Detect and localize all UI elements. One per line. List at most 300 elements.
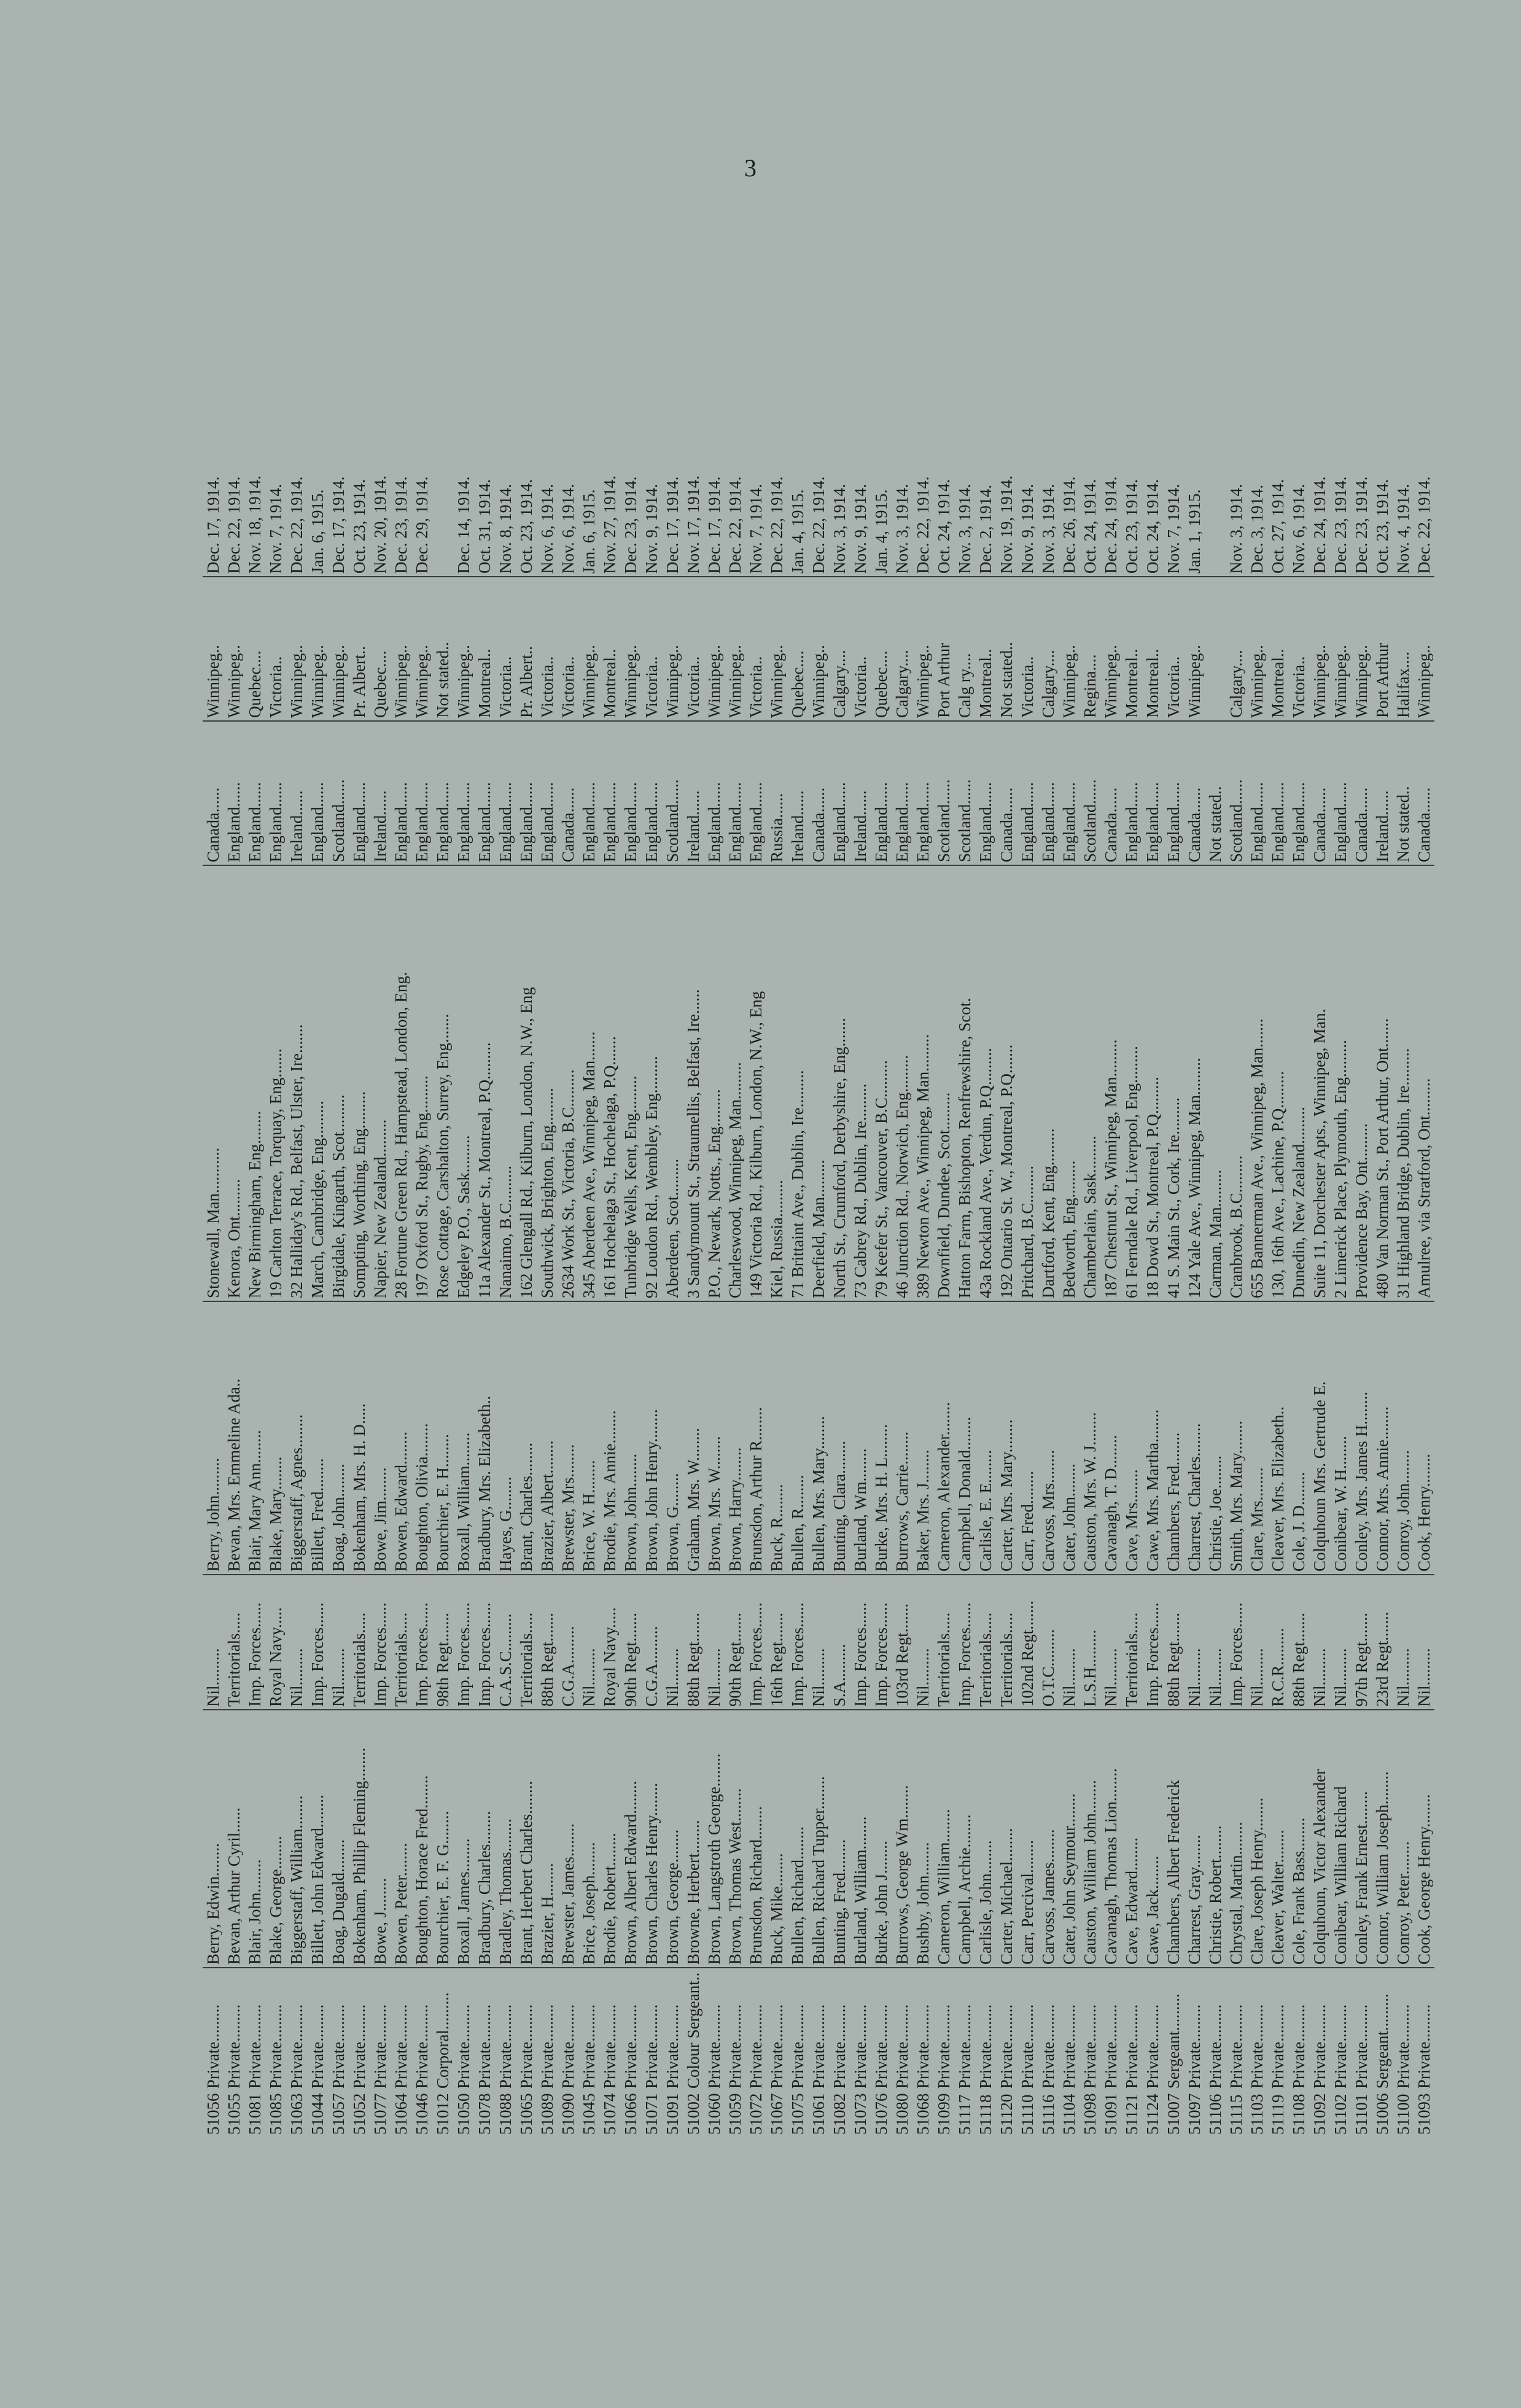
country-of-birth-cell: England...... xyxy=(620,722,641,866)
soldier-name-cell: Carter, Michael........ xyxy=(996,1710,1017,1968)
next-of-kin-cell: Chambers, Fred........ xyxy=(1163,1302,1184,1575)
date-of-enlistment-cell: Oct. 23, 1914. xyxy=(1121,411,1142,577)
country-of-birth-cell: Canada...... xyxy=(996,722,1017,866)
place-of-enlistment-cell: Quebec.... xyxy=(871,577,892,722)
date-of-enlistment-cell: Dec. 24, 1914. xyxy=(1309,411,1330,577)
table-row xyxy=(1017,221,1038,2137)
kin-address-cell: Stonewall, Man........... xyxy=(203,866,224,1302)
kin-address-cell: Suite 11, Dorchester Apts., Winnipeg, Man. xyxy=(1309,866,1330,1302)
table-row xyxy=(516,221,537,2137)
regimental-number-cell: 51108 xyxy=(1290,2094,1308,2135)
date-of-enlistment-cell: Oct. 24, 1914. xyxy=(933,411,954,577)
place-of-enlistment-cell: Victoria.. xyxy=(683,577,704,722)
soldier-name-cell: Blake, George........ xyxy=(265,1710,286,1968)
regimental-number-cell: 51098 xyxy=(1081,2093,1099,2135)
rank-cell: Private......... xyxy=(496,2004,515,2089)
rank-cell: Private......... xyxy=(287,2004,306,2089)
rank-cell: Private......... xyxy=(997,2004,1016,2089)
former-corps-cell: Nil......... xyxy=(704,1575,725,1710)
table-row xyxy=(328,221,349,2137)
kin-address-cell: Dartford, Kent, Eng......... xyxy=(1038,866,1059,1302)
soldier-name-cell: Bullen, Richard Tupper........ xyxy=(808,1710,829,1968)
country-of-birth-cell: England...... xyxy=(1038,722,1059,866)
place-of-enlistment-cell: Winnipeg.. xyxy=(391,577,411,722)
page-number: 3 xyxy=(744,154,757,182)
rank-cell: Private......... xyxy=(350,2004,368,2089)
next-of-kin-cell: Baker, Mrs. J........ xyxy=(912,1302,933,1575)
date-of-enlistment-cell: Dec. 22, 1914. xyxy=(224,411,244,577)
former-corps-cell: 23rd Regt....... xyxy=(1372,1575,1393,1710)
former-corps-cell: Territorials..... xyxy=(391,1575,411,1710)
country-of-birth-cell: England...... xyxy=(224,722,244,866)
table-row xyxy=(474,221,495,2137)
date-of-enlistment-cell: Nov. 9, 1914. xyxy=(641,411,662,577)
rank-cell: Private......... xyxy=(1206,2004,1224,2089)
rank-cell: Private......... xyxy=(1227,2004,1245,2089)
table-row xyxy=(307,221,328,2137)
kin-address-cell: 31 Highland Bridge, Dublin, Ire......... xyxy=(1393,866,1414,1302)
rank-cell: Colour Sergeant.. xyxy=(684,1972,702,2089)
place-of-enlistment-cell: Winnipeg.. xyxy=(203,577,224,722)
country-of-birth-cell: England...... xyxy=(432,722,453,866)
regimental-number-cell: 51067 xyxy=(768,2093,786,2135)
former-corps-cell: 88th Regt....... xyxy=(537,1575,558,1710)
regimental-number-cell: 51081 xyxy=(246,2093,264,2135)
place-of-enlistment-cell: Montreal.. xyxy=(599,577,620,722)
kin-address-cell: Hatton Farm, Bishopton, Renfrewshire, Scot. xyxy=(954,866,975,1302)
place-of-enlistment-cell: Pr. Albert.. xyxy=(349,577,370,722)
country-of-birth-cell: Scotland...... xyxy=(1079,722,1100,866)
soldier-name-cell: Brazier, H........ xyxy=(537,1710,558,1968)
date-of-enlistment-cell: Dec. 23, 1914. xyxy=(1330,411,1351,577)
next-of-kin-cell: Christie, Joe........ xyxy=(1205,1302,1226,1575)
soldier-name-cell: Cave, Edward........ xyxy=(1121,1710,1142,1968)
regimental-number-cell: 51116 xyxy=(1039,2094,1057,2135)
next-of-kin-cell: Brown, Mrs. W........ xyxy=(704,1302,725,1575)
former-corps-cell: Nil......... xyxy=(1184,1575,1205,1710)
soldier-name-cell: Carlisle, John........ xyxy=(975,1710,996,1968)
country-of-birth-cell: Russia...... xyxy=(766,722,787,866)
regimental-number-cell: 51121 xyxy=(1122,2094,1141,2135)
former-corps-cell: Nil......... xyxy=(1100,1575,1121,1710)
kin-address-cell: 92 Loudon Rd., Wembley, Eng......... xyxy=(641,866,662,1302)
next-of-kin-cell: Brant, Charles........ xyxy=(516,1302,537,1575)
soldier-name-cell: Christie, Robert........ xyxy=(1205,1710,1226,1968)
regimental-number-cell: 51088 xyxy=(496,2093,515,2135)
soldier-name-cell: Brice, Joseph........ xyxy=(578,1710,599,1968)
country-of-birth-cell: England...... xyxy=(1288,722,1309,866)
former-corps-cell: Territorials..... xyxy=(933,1575,954,1710)
regimental-number-cell: 51055 xyxy=(225,2093,243,2135)
date-of-enlistment-cell: Dec. 22, 1914. xyxy=(1414,411,1434,577)
next-of-kin-cell: Graham, Mrs. W........ xyxy=(683,1302,704,1575)
date-of-enlistment-cell: Jan. 6, 1915. xyxy=(307,411,328,577)
table-row xyxy=(1351,221,1372,2137)
rank-cell: Private......... xyxy=(663,2004,682,2089)
table-row xyxy=(1247,221,1267,2137)
soldier-name-cell: Boag, Dugald........ xyxy=(328,1710,349,1968)
date-of-enlistment-cell: Oct. 27, 1914. xyxy=(1267,411,1288,577)
regimental-number-cell: 51118 xyxy=(976,2094,995,2135)
regimental-number-cell: 51065 xyxy=(517,2093,535,2135)
country-of-birth-cell: Scotland...... xyxy=(1226,722,1247,866)
table-row xyxy=(829,221,850,2137)
former-corps-cell: Nil......... xyxy=(286,1575,307,1710)
next-of-kin-cell: Conibear, W. H........ xyxy=(1330,1302,1351,1575)
country-of-birth-cell: Canada...... xyxy=(203,722,224,866)
date-of-enlistment-cell: Jan. 1, 1915. xyxy=(1184,411,1205,577)
kin-address-cell: 19 Carlton Terrace, Torquay, Eng....... xyxy=(265,866,286,1302)
soldier-name-cell: Burke, John J........ xyxy=(871,1710,892,1968)
place-of-enlistment-cell: Montreal.. xyxy=(1142,577,1163,722)
regimental-number-cell: 51082 xyxy=(830,2093,849,2135)
regimental-number-cell: 51093 xyxy=(1415,2093,1433,2135)
next-of-kin-cell: Brewster, Mrs........ xyxy=(558,1302,578,1575)
table-row xyxy=(1184,221,1205,2137)
date-of-enlistment-cell: Dec. 23, 1914. xyxy=(1351,411,1372,577)
rank-cell: Sergeant......... xyxy=(1373,1993,1391,2089)
kin-address-cell: Edgeley P.O., Sask......... xyxy=(453,866,474,1302)
next-of-kin-cell: Brodie, Mrs. Annie........ xyxy=(599,1302,620,1575)
table-row xyxy=(244,221,265,2137)
rank-cell: Corporal......... xyxy=(434,1992,452,2089)
rank-cell: Private......... xyxy=(726,2004,744,2089)
place-of-enlistment-cell: Winnipeg.. xyxy=(1309,577,1330,722)
regimental-number-cell: 51046 xyxy=(413,2093,431,2135)
place-of-enlistment-cell: Winnipeg.. xyxy=(1351,577,1372,722)
soldier-name-cell: Bradley, Thomas........ xyxy=(495,1710,516,1968)
rank-cell: Private......... xyxy=(976,2004,995,2089)
country-of-birth-cell: England...... xyxy=(892,722,912,866)
next-of-kin-cell: Conroy, John........ xyxy=(1393,1302,1414,1575)
soldier-name-cell: Cole, Frank Bass........ xyxy=(1288,1710,1309,1968)
country-of-birth-cell: England...... xyxy=(495,722,516,866)
date-of-enlistment-cell: Nov. 7, 1914. xyxy=(265,411,286,577)
regimental-number-cell: 51056 xyxy=(204,2093,222,2135)
rank-cell: Private......... xyxy=(329,2004,348,2089)
kin-address-cell: 124 Yale Ave., Winnipeg, Man......... xyxy=(1184,866,1205,1302)
table-row xyxy=(286,221,307,2137)
kin-address-cell: Napier, New Zealand......... xyxy=(370,866,391,1302)
soldier-name-cell: Brown, Thomas West........ xyxy=(725,1710,745,1968)
country-of-birth-cell: Canada...... xyxy=(558,722,578,866)
table-row xyxy=(349,221,370,2137)
country-of-birth-cell: Canada...... xyxy=(1309,722,1330,866)
place-of-enlistment-cell: Victoria.. xyxy=(1288,577,1309,722)
table-row xyxy=(808,221,829,2137)
date-of-enlistment-cell: Oct. 23, 1914. xyxy=(349,411,370,577)
date-of-enlistment-cell: Nov. 18, 1914. xyxy=(244,411,265,577)
place-of-enlistment-cell: Victoria.. xyxy=(537,577,558,722)
table-row xyxy=(725,221,745,2137)
former-corps-cell: 88th Regt....... xyxy=(683,1575,704,1710)
date-of-enlistment-cell: Nov. 6, 1914. xyxy=(558,411,578,577)
place-of-enlistment-cell: Calgary.... xyxy=(829,577,850,722)
former-corps-cell: 97th Regt....... xyxy=(1351,1575,1372,1710)
regimental-number-cell: 51078 xyxy=(475,2093,494,2135)
former-corps-cell: Nil......... xyxy=(662,1575,683,1710)
next-of-kin-cell: Billett, Fred........ xyxy=(307,1302,328,1575)
place-of-enlistment-cell: Winnipeg.. xyxy=(1247,577,1267,722)
date-of-enlistment-cell: Jan. 4, 1915. xyxy=(871,411,892,577)
rank-cell: Private......... xyxy=(955,2004,974,2089)
country-of-birth-cell: Canada...... xyxy=(1184,722,1205,866)
soldier-name-cell: Brunsdon, Richard........ xyxy=(745,1710,766,1968)
kin-address-cell: 480 Van Norman St., Port Arthur, Ont....... xyxy=(1372,866,1393,1302)
place-of-enlistment-cell: Winnipeg.. xyxy=(725,577,745,722)
place-of-enlistment-cell: Winnipeg.. xyxy=(411,577,432,722)
next-of-kin-cell: Biggerstaff, Agnes........ xyxy=(286,1302,307,1575)
country-of-birth-cell: England...... xyxy=(1142,722,1163,866)
date-of-enlistment-cell xyxy=(432,411,453,577)
soldier-name-cell: Colquhoun, Victor Alexander xyxy=(1309,1710,1330,1968)
date-of-enlistment-cell: Dec. 22, 1914. xyxy=(286,411,307,577)
table-row xyxy=(1038,221,1059,2137)
place-of-enlistment-cell: Regina.... xyxy=(1079,577,1100,722)
next-of-kin-cell: Carter, Mrs. Mary........ xyxy=(996,1302,1017,1575)
next-of-kin-cell: Cleaver, Mrs. Elizabeth.. xyxy=(1267,1302,1288,1575)
kin-address-cell: North St., Crumford, Derbyshire, Eng....... xyxy=(829,866,850,1302)
rank-cell: Private......... xyxy=(601,2004,619,2089)
former-corps-cell: Nil......... xyxy=(328,1575,349,1710)
former-corps-cell: 16th Regt....... xyxy=(766,1575,787,1710)
table-row xyxy=(850,221,871,2137)
next-of-kin-cell: Berry, John......... xyxy=(203,1302,224,1575)
soldier-name-cell: Bunting, Fred........ xyxy=(829,1710,850,1968)
table-row xyxy=(683,221,704,2137)
country-of-birth-cell: England...... xyxy=(829,722,850,866)
soldier-name-cell: Cater, John Seymour........ xyxy=(1059,1710,1079,1968)
next-of-kin-cell: Bourchier, E. H........ xyxy=(432,1302,453,1575)
table-row xyxy=(558,221,578,2137)
kin-address-cell: 71 Brittaint Ave., Dublin, Ire......... xyxy=(787,866,808,1302)
next-of-kin-cell: Burrows, Carrie........ xyxy=(892,1302,912,1575)
regimental-number-cell: 51100 xyxy=(1394,2094,1412,2135)
regimental-number-cell: 51077 xyxy=(371,2093,389,2135)
table-row xyxy=(411,221,432,2137)
date-of-enlistment-cell: Oct. 24, 1914. xyxy=(1142,411,1163,577)
rank-cell: Private......... xyxy=(621,2004,640,2089)
next-of-kin-cell: Connor, Mrs. Annie........ xyxy=(1372,1302,1393,1575)
country-of-birth-cell: England...... xyxy=(1163,722,1184,866)
regimental-number-cell: 51061 xyxy=(809,2093,828,2135)
next-of-kin-cell: Brunsdon, Arthur R........ xyxy=(745,1302,766,1575)
former-corps-cell: C.G.A......... xyxy=(641,1575,662,1710)
rank-cell: Private......... xyxy=(371,2004,389,2089)
date-of-enlistment-cell: Nov. 9, 1914. xyxy=(850,411,871,577)
regimental-number-cell: 51076 xyxy=(872,2093,890,2135)
regimental-number-cell: 51099 xyxy=(935,2093,953,2135)
next-of-kin-cell: Brice, W. H........ xyxy=(578,1302,599,1575)
regimental-number-cell: 51045 xyxy=(580,2093,598,2135)
regimental-number-cell: 51073 xyxy=(851,2093,869,2135)
kin-address-cell: P.O., Newark, Notts., Eng......... xyxy=(704,866,725,1302)
former-corps-cell: Nil......... xyxy=(808,1575,829,1710)
kin-address-cell: 46 Junction Rd., Norwich, Eng......... xyxy=(892,866,912,1302)
soldier-name-cell: Causton, William John........ xyxy=(1079,1710,1100,1968)
table-row xyxy=(453,221,474,2137)
regimental-number-cell: 51090 xyxy=(559,2093,577,2135)
place-of-enlistment-cell: Not stated.. xyxy=(996,577,1017,722)
rank-cell: Private......... xyxy=(1122,2004,1141,2089)
rank-cell: Private......... xyxy=(392,2004,410,2089)
country-of-birth-cell: England...... xyxy=(641,722,662,866)
kin-address-cell: 655 Bannerman Ave., Winnipeg, Man....... xyxy=(1247,866,1267,1302)
former-corps-cell: Royal Navy..... xyxy=(599,1575,620,1710)
country-of-birth-cell: England...... xyxy=(871,722,892,866)
former-corps-cell: Imp. Forces...... xyxy=(871,1575,892,1710)
former-corps-cell: 88th Regt....... xyxy=(1288,1575,1309,1710)
country-of-birth-cell: England...... xyxy=(1330,722,1351,866)
regimental-number-cell: 51007 xyxy=(1164,2093,1183,2135)
soldier-name-cell: Browne, Herbert........ xyxy=(683,1710,704,1968)
kin-address-cell: 73 Cabrey Rd., Dublin, Ire......... xyxy=(850,866,871,1302)
rank-cell: Private......... xyxy=(1039,2004,1057,2089)
rank-cell: Private......... xyxy=(788,2004,807,2089)
table-row xyxy=(1288,221,1309,2137)
country-of-birth-cell: Ireland...... xyxy=(850,722,871,866)
regimental-number-cell: 51092 xyxy=(1310,2093,1329,2135)
regimental-number-cell: 51110 xyxy=(1018,2094,1037,2135)
date-of-enlistment-cell: Dec. 17, 1914. xyxy=(704,411,725,577)
date-of-enlistment-cell: Dec. 17, 1914. xyxy=(203,411,224,577)
rank-cell: Private......... xyxy=(225,2004,243,2089)
rank-cell: Private......... xyxy=(246,2004,264,2089)
next-of-kin-cell: Blair, Mary Ann........ xyxy=(244,1302,265,1575)
former-corps-cell: 88th Regt....... xyxy=(1163,1575,1184,1710)
rank-cell: Private......... xyxy=(1415,2004,1433,2089)
rank-cell: Private......... xyxy=(705,2004,723,2089)
date-of-enlistment-cell: Nov. 3, 1914. xyxy=(1038,411,1059,577)
date-of-enlistment-cell: Dec. 22, 1914. xyxy=(725,411,745,577)
rank-cell: Private......... xyxy=(1248,2004,1266,2089)
country-of-birth-cell: England...... xyxy=(537,722,558,866)
rank-cell: Private......... xyxy=(1060,2004,1078,2089)
rank-cell: Private......... xyxy=(1352,2004,1371,2089)
regimental-number-cell: 51120 xyxy=(997,2094,1016,2135)
place-of-enlistment-cell: Winnipeg.. xyxy=(766,577,787,722)
rank-cell: Private......... xyxy=(454,2004,473,2089)
soldier-name-cell: Cleaver, Walter........ xyxy=(1267,1710,1288,1968)
date-of-enlistment-cell: Nov. 6, 1914. xyxy=(537,411,558,577)
rank-cell: Private......... xyxy=(1269,2004,1287,2089)
regimental-number-cell: 51124 xyxy=(1143,2094,1162,2135)
former-corps-cell: O.T.C......... xyxy=(1038,1575,1059,1710)
soldier-name-cell: Blair, John........ xyxy=(244,1710,265,1968)
nominal-roll-table xyxy=(203,221,1433,2137)
country-of-birth-cell: England...... xyxy=(474,722,495,866)
place-of-enlistment-cell: Calg ry.... xyxy=(954,577,975,722)
regimental-number-cell: 51103 xyxy=(1248,2094,1266,2135)
country-of-birth-cell: England...... xyxy=(725,722,745,866)
next-of-kin-cell: Bowe, Jim........ xyxy=(370,1302,391,1575)
place-of-enlistment-cell: Winnipeg.. xyxy=(704,577,725,722)
table-row xyxy=(495,221,516,2137)
place-of-enlistment-cell: Calgary.... xyxy=(1226,577,1247,722)
regimental-number-cell: 51074 xyxy=(601,2093,619,2135)
place-of-enlistment-cell: Quebec.... xyxy=(787,577,808,722)
rank-cell: Private......... xyxy=(308,2004,327,2089)
place-of-enlistment-cell: Port Arthur xyxy=(933,577,954,722)
regimental-number-cell: 51119 xyxy=(1269,2094,1287,2135)
table-row xyxy=(432,221,453,2137)
table-row xyxy=(933,221,954,2137)
kin-address-cell: 43a Rockland Ave., Verdun, P.Q......... xyxy=(975,866,996,1302)
former-corps-cell: Imp. Forces...... xyxy=(307,1575,328,1710)
table-row xyxy=(996,221,1017,2137)
table-row xyxy=(871,221,892,2137)
place-of-enlistment-cell: Winnipeg.. xyxy=(1414,577,1434,722)
place-of-enlistment-cell: Winnipeg.. xyxy=(578,577,599,722)
soldier-name-cell: Campbell, Archie........ xyxy=(954,1710,975,1968)
next-of-kin-cell: Smith, Mrs. Mary........ xyxy=(1226,1302,1247,1575)
kin-address-cell: 2634 Work St., Victoria, B.C......... xyxy=(558,866,578,1302)
regimental-number-cell: 51060 xyxy=(705,2093,723,2135)
regimental-number-cell: 51097 xyxy=(1185,2093,1204,2135)
rank-cell: Private......... xyxy=(872,2004,890,2089)
place-of-enlistment-cell: Winnipeg.. xyxy=(286,577,307,722)
date-of-enlistment-cell: Nov. 7, 1914. xyxy=(745,411,766,577)
regimental-number-cell: 51064 xyxy=(392,2093,410,2135)
rank-cell: Private......... xyxy=(1185,2004,1204,2089)
table-row xyxy=(578,221,599,2137)
soldier-name-cell: Clare, Joseph Henry........ xyxy=(1247,1710,1267,1968)
country-of-birth-cell: England...... xyxy=(975,722,996,866)
country-of-birth-cell: Scotland...... xyxy=(662,722,683,866)
table-row xyxy=(537,221,558,2137)
rank-cell: Private......... xyxy=(914,2004,932,2089)
regimental-number-cell: 51063 xyxy=(287,2093,306,2135)
rank-cell: Private......... xyxy=(559,2004,577,2089)
country-of-birth-cell: England...... xyxy=(704,722,725,866)
table-row xyxy=(1205,221,1226,2137)
country-of-birth-cell: Not stated.. xyxy=(1393,722,1414,866)
former-corps-cell: Imp. Forces...... xyxy=(1142,1575,1163,1710)
regimental-number-cell: 51091 xyxy=(1102,2093,1120,2135)
country-of-birth-cell: Scotland...... xyxy=(328,722,349,866)
soldier-name-cell: Billett, John Edward........ xyxy=(307,1710,328,1968)
next-of-kin-cell: Cook, Henry........ xyxy=(1414,1302,1434,1575)
place-of-enlistment-cell: Victoria.. xyxy=(495,577,516,722)
soldier-name-cell: Bradbury, Charles........ xyxy=(474,1710,495,1968)
country-of-birth-cell: England...... xyxy=(912,722,933,866)
soldier-name-cell: Brown, Langstroth George........ xyxy=(704,1710,725,1968)
soldier-name-cell: Cameron, William........ xyxy=(933,1710,954,1968)
kin-address-cell: Kenora, Ont......... xyxy=(224,866,244,1302)
table-row xyxy=(1100,221,1121,2137)
place-of-enlistment-cell: Victoria.. xyxy=(1017,577,1038,722)
place-of-enlistment-cell: Victoria.. xyxy=(265,577,286,722)
soldier-name-cell: Carvoss, James........ xyxy=(1038,1710,1059,1968)
soldier-name-cell: Cavanagh, Thomas Lion........ xyxy=(1100,1710,1121,1968)
place-of-enlistment-cell: Victoria.. xyxy=(558,577,578,722)
next-of-kin-cell: Bowen, Edward........ xyxy=(391,1302,411,1575)
soldier-name-cell: Chambers, Albert Frederick xyxy=(1163,1710,1184,1968)
place-of-enlistment-cell: Victoria.. xyxy=(850,577,871,722)
kin-address-cell: 197 Oxford St., Rugby, Eng......... xyxy=(411,866,432,1302)
place-of-enlistment-cell: Winnipeg.. xyxy=(328,577,349,722)
former-corps-cell: 98th Regt....... xyxy=(432,1575,453,1710)
date-of-enlistment-cell xyxy=(1205,411,1226,577)
former-corps-cell: Territorials..... xyxy=(224,1575,244,1710)
next-of-kin-cell: Boxall, William........ xyxy=(453,1302,474,1575)
regimental-number-cell: 51068 xyxy=(914,2093,932,2135)
former-corps-cell: Imp. Forces...... xyxy=(1226,1575,1247,1710)
next-of-kin-cell: Cole, J. D........ xyxy=(1288,1302,1309,1575)
former-corps-cell: Imp. Forces...... xyxy=(411,1575,432,1710)
country-of-birth-cell: Not stated.. xyxy=(1205,722,1226,866)
former-corps-cell: C.G.A......... xyxy=(558,1575,578,1710)
